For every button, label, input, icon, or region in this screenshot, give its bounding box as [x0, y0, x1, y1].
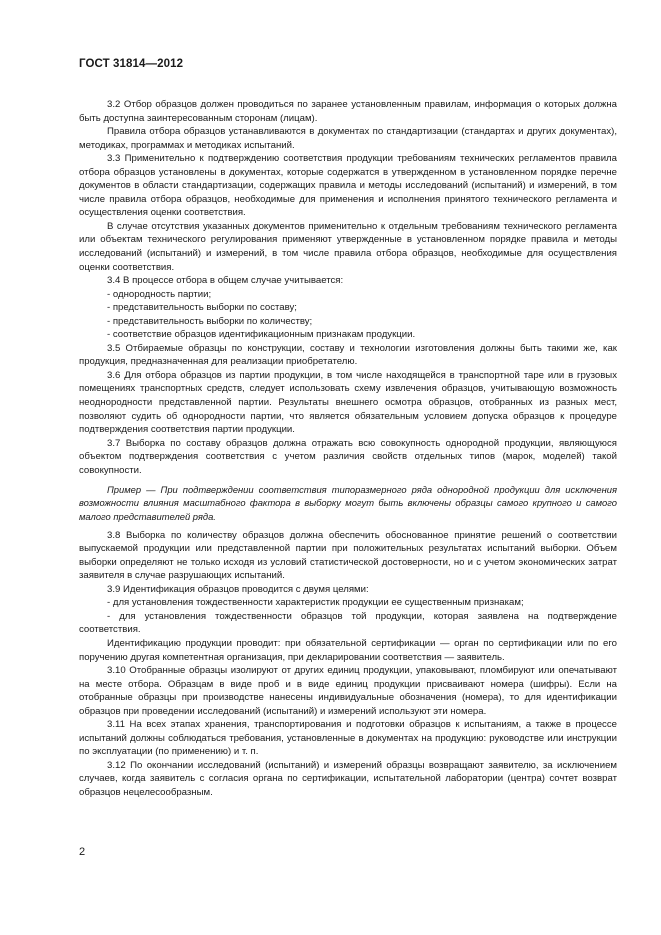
list-item: - однородность партии; — [107, 288, 212, 300]
paragraph: 3.11 На всех этапах хранения, транспортирования и подготовки образцов к испытаниям, а также в процессе испытаний должны соблюдаться требования, установленные в документах на продукцию: руководстве или инструкции по эксплуатации (по применению) и т. п. — [79, 719, 617, 758]
paragraph: 3.4 В процессе отбора в общем случае учитывается: — [107, 275, 344, 287]
paragraph: 3.3 Применительно к подтверждению соответствия продукции требованиям технических регламентов правила отбора образцов установлены в документах, которые содержатся в утвержденном в установленном порядке перечне документов в области стандартизации, содержащих правила и методы исследований (испытаний) и измерений, в том числе правила отбора образцов, необходимые для применения и исполнения принятого технического регламента и осуществления оценки соответствия. — [79, 153, 617, 219]
document-body — [79, 98, 617, 800]
paragraph: 3.9 Идентификация образцов проводится с двумя целями: — [107, 583, 369, 595]
list-item: - представительность выборки по количеству; — [107, 315, 313, 327]
document-header: ГОСТ 31814—2012 — [79, 58, 184, 70]
list-item: - для установления тождественности характеристик продукции ее существенным признакам; — [107, 597, 524, 609]
example-note-text: При подтверждении соответствия типоразмерного ряда однородной продукции для исключения возможности влияния масштабного фактора в выборку могут быть включены образцы самого крупного и самого малого представителей ряда. — [79, 484, 617, 522]
paragraph: 3.7 Выборка по составу образцов должна отражать всю совокупность однородной продукции, являющуюся объектом подтверждения соответствия с учетом различия свойств отдельных типов (марок, моделей) такой совокупности. — [79, 437, 617, 476]
paragraph: Идентификацию продукции проводит: при обязательной сертификации — орган по сертификации или по его поручению другая компетентная организация, при декларировании соответствия — заявитель. — [79, 637, 617, 663]
paragraph: 3.5 Отбираемые образцы по конструкции, составу и технологии изготовления должны быть такими же, как продукция, предназначенная для реализации приобретателю. — [79, 342, 617, 368]
list-item: - для установления тождественности образцов той продукции, которая заявлена на подтверждение соответствия. — [79, 610, 617, 636]
list-item: - представительность выборки по составу; — [107, 302, 297, 314]
page-number: 2 — [79, 846, 86, 858]
example-note — [79, 483, 617, 522]
paragraph: В случае отсутствия указанных документов применительно к отдельным требованиям технического регламента или объектам технического регулирования применяют утвержденные в установленном порядке правила и методы исследований (испытаний) и измерений, в том числе правила отбора образцов, необходимые для осуществления оценки соответствия. — [79, 220, 617, 273]
list-item: - соответствие образцов идентификационным признакам продукции. — [107, 329, 416, 341]
paragraph: 3.2 Отбор образцов должен проводиться по заранее установленным правилам, информация о которых должна быть доступна заинтересованным сторонам (лицам). — [79, 99, 617, 124]
paragraph: Правила отбора образцов устанавливаются в документах по стандартизации (стандартах и других документах), методиках, программах и методиках испытаний. — [79, 126, 617, 151]
paragraph: 3.12 По окончании исследований (испытаний) и измерений образцы возвращают заявителю, за исключением случаев, когда заявитель с согласия органа по сертификации, испытательной лаборатории (центра) сочтет возврат образцов нецелесообразным. — [79, 759, 617, 798]
paragraph: 3.10 Отобранные образцы изолируют от других единиц продукции, упаковывают, пломбируют или опечатывают на месте отбора. Образцам в виде проб и в виде единиц продукции присваивают номера (шифры). Если на отобранные образцы при производстве нанесены индивидуальные обозначения (номера), то для идентификации образцов при проведении исследований (испытаний) и измерений используют эти номера. — [79, 665, 617, 717]
example-note-lead: Пример — — [107, 484, 156, 496]
paragraph: 3.8 Выборка по количеству образцов должна обеспечить обоснованное принятие решений о соответствии выпускаемой продукции или представленной партии при положительных результатах испытаний выборки. Объем выборки определяют не только исходя из условий статистической достоверности, но и с учетом экономических затрат заявителя в случае разрушающих испытаний. — [79, 529, 617, 582]
paragraph: 3.6 Для отбора образцов из партии продукции, в том числе находящейся в транспортной таре или в грузовых помещениях транспортных средств, следует использовать схему извлечения образцов, учитывающую возможность неоднородности представленной партии. Результаты внешнего осмотра образцов, отобранных из разных мест, позволяют судить об однородности партии, что является обязательным условием допуска образцов к процедуре подтверждения соответствия партии продукции. — [79, 369, 617, 436]
